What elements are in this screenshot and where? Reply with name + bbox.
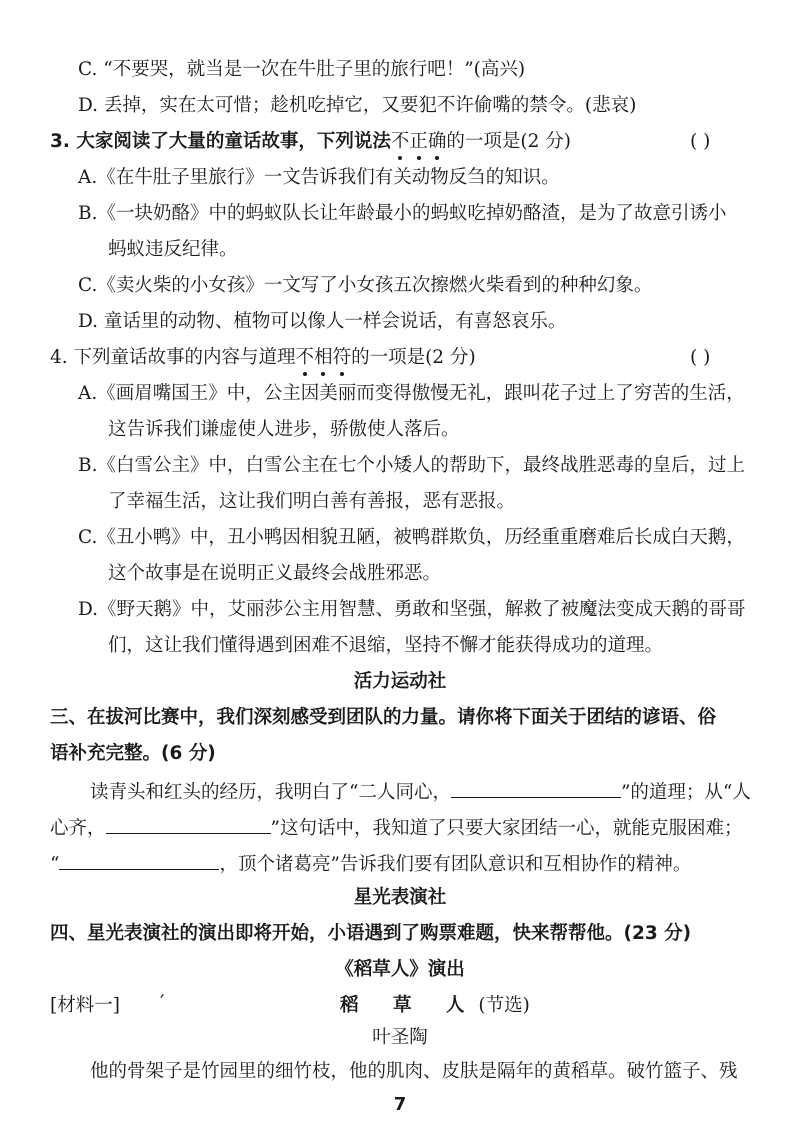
q4-option-d: D.《野天鹅》中，艾丽莎公主用智慧、勇敢和坚强，解救了被魔法变成天鹅的哥哥 — [78, 599, 746, 620]
blank-2[interactable] — [106, 813, 271, 834]
q3-stem — [50, 129, 571, 155]
q4-option-c: C.《丑小鸭》中，丑小鸭因相貌丑陋，被鸭群欺负，历经重重磨难后长成白天鹅， — [78, 527, 745, 548]
part3-line-1 — [90, 777, 751, 806]
part3-line-2 — [50, 813, 742, 842]
q3-option-d: D. 童话里的动物、植物可以像人一样会说话，有喜怒哀乐。 — [78, 311, 567, 332]
blank-3[interactable] — [59, 849, 219, 870]
emphasis-char: 确 — [428, 129, 447, 155]
emphasis-char: 符 — [333, 345, 352, 371]
emphasis-char: 不 — [296, 345, 315, 371]
q3-option-b-cont: 蚂蚁违反纪律。 — [108, 239, 238, 260]
part3-line-1a: 读青头和红头的经历，我明白了“二人同心， — [90, 782, 451, 803]
article-title: 稻 草 人 — [340, 995, 479, 1016]
q4-option-b: B.《白雪公主》中，白雪公主在七个小矮人的帮助下，最终战胜恶毒的皇后，过上 — [78, 455, 745, 476]
part3-line-3 — [50, 849, 691, 878]
blank-1[interactable] — [451, 777, 621, 798]
material-mark: ′ — [160, 990, 165, 1014]
q3-option-b: B.《一块奶酪》中的蚂蚁队长让年龄最小的蚂蚁吃掉奶酪渣，是为了故意引诱小 — [78, 203, 727, 224]
q4-stem-post: 的一项是(2 分) — [351, 347, 476, 368]
q4-option-b-cont: 了幸福生活，这让我们明白善有善报，恶有恶报。 — [108, 491, 516, 512]
article-subtitle: (节选) — [478, 995, 530, 1016]
article-body-line-1: 他的骨架子是竹园里的细竹枝，他的肌肉、皮肤是隔年的黄稻草。破竹篮子、残 — [90, 1061, 738, 1082]
part3-line-2b: ”这句话中，我知道了只要大家团结一心，就能克服困难； — [270, 818, 743, 839]
part3-title-cont: 语补充完整。(6 分) — [50, 743, 216, 764]
emphasis-char: 相 — [314, 345, 333, 371]
q4-option-a: A.《画眉嘴国王》中，公主因美丽而变得傲慢无礼，跟叫花子过上了穷苦的生活， — [78, 383, 745, 404]
q3-answer-paren[interactable]: ( ) — [690, 131, 711, 152]
q3-stem-pre: 3. 大家阅读了大量的童话故事，下列说法 — [50, 131, 391, 152]
material-label: [材料一] — [50, 995, 120, 1016]
q3-option-a: A.《在牛肚子里旅行》一文告诉我们有关动物反刍的知识。 — [78, 167, 560, 188]
q4-option-d-cont: 们，这让我们懂得遇到困难不退缩，坚持不懈才能获得成功的道理。 — [108, 635, 664, 656]
section-title-vitality: 活力运动社 — [353, 671, 447, 692]
q4-answer-paren[interactable]: ( ) — [690, 347, 711, 368]
q3-emphasis — [391, 131, 447, 152]
q4-emphasis — [296, 347, 352, 368]
q4-stem-pre: 4. 下列童话故事的内容与道理 — [50, 347, 296, 368]
q3-stem-post: 的一项是(2 分) — [446, 131, 571, 152]
emphasis-char: 正 — [409, 129, 428, 155]
article-heading — [340, 993, 530, 1019]
part3-line-3a: “ — [50, 854, 60, 875]
q4-option-c-cont: 这个故事是在说明正义最终会战胜邪恶。 — [108, 563, 442, 584]
emphasis-char: 不 — [391, 129, 410, 155]
show-title: 《稻草人》演出 — [335, 959, 465, 980]
q4-option-a-cont: 这告诉我们谦虚使人进步，骄傲使人落后。 — [108, 419, 460, 440]
page-number: 7 — [393, 1094, 407, 1115]
q2-option-d: D. 丢掉，实在太可惜；趁机吃掉它，又要犯不许偷嘴的禁令。(悲哀) — [78, 95, 637, 116]
part3-title: 三、在拔河比赛中，我们深刻感受到团队的力量。请你将下面关于团结的谚语、俗 — [50, 707, 717, 728]
part3-line-3b: ，顶个诸葛亮”告诉我们要有团队意识和互相协作的精神。 — [219, 854, 692, 875]
article-author: 叶圣陶 — [372, 1027, 428, 1048]
part3-line-1b: ”的道理；从“人 — [620, 782, 751, 803]
part4-title: 四、星光表演社的演出即将开始，小语遇到了购票难题，快来帮帮他。(23 分) — [50, 923, 692, 944]
part3-line-2a: 心齐， — [50, 818, 106, 839]
q4-stem — [50, 345, 476, 371]
section-title-star: 星光表演社 — [353, 887, 447, 908]
q3-option-c: C.《卖火柴的小女孩》一文写了小女孩五次擦燃火柴看到的种种幻象。 — [78, 275, 653, 296]
q2-option-c: C. “不要哭，就当是一次在牛肚子里的旅行吧！”(高兴) — [78, 59, 526, 80]
